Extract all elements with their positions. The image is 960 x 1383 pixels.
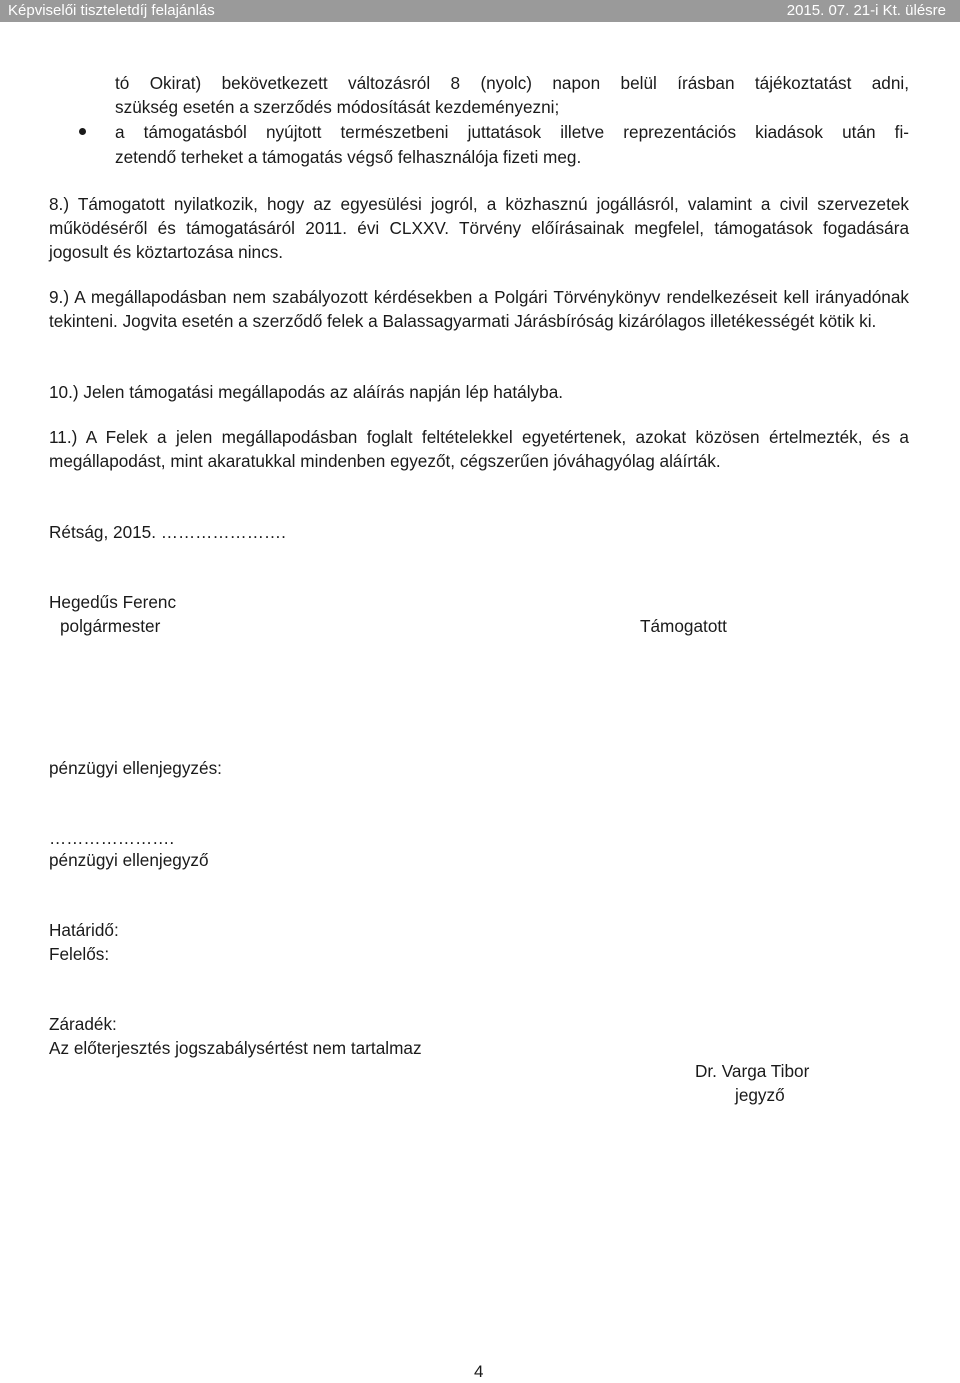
- mayor-title: polgármester: [60, 616, 161, 636]
- deadline-label: Határidő:: [49, 920, 119, 940]
- paragraph-10: 10.) Jelen támogatási megállapodás az aláírás napján lép hatályba.: [49, 382, 564, 402]
- mayor-name: Hegedűs Ferenc: [49, 592, 177, 612]
- place-date: Rétság, 2015. ………………….: [49, 522, 286, 542]
- clause-label: Záradék:: [49, 1014, 117, 1034]
- paragraph-9: 9.) A megállapodásban nem szabályozott kérdésekben a Polgári Törvénykönyv rendelkezéseit kell irányadónak tekinteni. Jogvita esetén a szerződő felek a Balassagyarmati Járásbíróság kizárólagos illetékességét kötik ki.: [49, 287, 909, 331]
- responsible-label: Felelős:: [49, 944, 110, 964]
- header-title: Képviselői tiszteletdíj felajánlás: [8, 2, 215, 19]
- finance-dots: ………………….: [49, 828, 175, 848]
- finance-title: pénzügyi ellenjegyző: [49, 850, 209, 870]
- bullet-line-2: zetendő terheket a támogatás végső felhasználója fizeti meg.: [115, 147, 582, 167]
- continued-line-2: szükség esetén a szerződés módosítását kezdeményezni;: [115, 97, 560, 117]
- continued-line-1: tó Okirat) bekövetkezett változásról 8 (nyolc) napon belül írásban tájékoztatást adni,: [115, 73, 909, 93]
- supported-signature-label: Támogatott: [640, 616, 727, 636]
- finance-label: pénzügyi ellenjegyzés:: [49, 758, 222, 778]
- notary-name: Dr. Varga Tibor: [695, 1061, 810, 1081]
- bullet-line-1: a támogatásból nyújtott természetbeni juttatások illetve reprezentációs kiadások után fi-: [115, 122, 909, 142]
- bullet-icon: [79, 128, 86, 135]
- paragraph-8: 8.) Támogatott nyilatkozik, hogy az egyesülési jogról, a közhasznú jogállásról, valamint a civil szervezetek működéséről és támogatásáról 2011. évi CLXXV. Törvény előírásainak megfelel, támogatások fogadására jogosult és köztartozása nincs.: [49, 194, 909, 262]
- clause-text: Az előterjesztés jogszabálysértést nem tartalmaz: [49, 1038, 422, 1058]
- notary-title: jegyző: [735, 1085, 785, 1105]
- paragraph-11: 11.) A Felek a jelen megállapodásban foglalt feltételekkel egyetértenek, azokat közösen értelmezték, és a megállapodást, mint akaratukkal mindenben egyezőt, cégszerűen jóváhagyólag aláírták.: [49, 427, 909, 471]
- page-number: 4: [474, 1362, 484, 1381]
- document-header: [0, 0, 960, 22]
- header-meeting-date: 2015. 07. 21-i Kt. ülésre: [786, 2, 946, 19]
